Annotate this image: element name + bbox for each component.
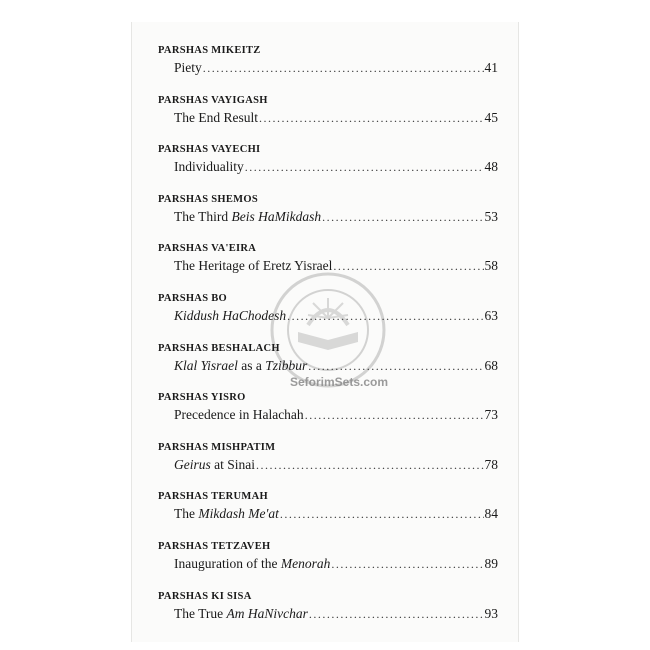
page-number: 84 xyxy=(484,506,498,522)
parsha-heading: PARSHAS TERUMAH xyxy=(158,491,268,503)
leader-dots xyxy=(308,357,483,375)
leader-dots xyxy=(322,208,483,226)
leader-dots xyxy=(245,158,484,176)
page-number: 58 xyxy=(484,258,498,274)
toc-entry xyxy=(158,439,498,489)
chapter-title-italic: Geirus xyxy=(174,456,211,472)
toc-entry xyxy=(158,340,498,390)
chapter-title-italic: Mikdash Me'at xyxy=(198,506,279,522)
toc-line xyxy=(174,59,498,77)
toc-entry xyxy=(158,488,498,538)
toc-entry xyxy=(158,42,498,92)
parsha-heading: PARSHAS KI SISA xyxy=(158,590,252,602)
chapter-title xyxy=(174,456,255,474)
chapter-title-italic: Beis HaMikdash xyxy=(231,208,322,224)
page-number: 53 xyxy=(484,208,498,224)
page-number: 45 xyxy=(484,109,498,125)
chapter-title-text: The End Result xyxy=(174,109,258,125)
chapter-title-text: Individuality xyxy=(174,159,244,175)
toc-entry xyxy=(158,290,498,340)
parsha-heading: PARSHAS VA'EIRA xyxy=(158,243,257,255)
toc-line xyxy=(174,505,498,523)
toc-line xyxy=(174,307,498,325)
parsha-heading: PARSHAS VAYECHI xyxy=(158,144,261,156)
toc-entry xyxy=(158,240,498,290)
chapter-title xyxy=(174,605,308,623)
page-number: 68 xyxy=(484,357,498,373)
toc-line xyxy=(174,456,498,474)
toc-line xyxy=(174,158,498,176)
toc-entry xyxy=(158,141,498,191)
page-number: 41 xyxy=(484,60,498,75)
chapter-title xyxy=(174,357,307,375)
chapter-title xyxy=(174,109,258,127)
chapter-title xyxy=(174,208,321,226)
page-number: 93 xyxy=(484,605,498,621)
chapter-title xyxy=(174,307,286,325)
leader-dots xyxy=(280,505,484,523)
toc-line xyxy=(174,208,498,226)
leader-dots xyxy=(259,109,484,127)
parsha-heading: PARSHAS VAYIGASH xyxy=(158,94,268,106)
leader-dots xyxy=(203,59,484,77)
leader-dots xyxy=(333,257,483,275)
chapter-title-text: The Heritage of Eretz Yisrael xyxy=(174,258,333,274)
chapter-title-text: Piety xyxy=(174,60,202,75)
page-number: 78 xyxy=(484,456,498,472)
chapter-title-text: at Sinai xyxy=(210,456,255,472)
toc-line xyxy=(174,605,498,623)
chapter-title xyxy=(174,555,330,573)
leader-dots xyxy=(331,555,483,573)
chapter-title-text: The xyxy=(174,506,199,522)
parsha-heading: PARSHAS BESHALACH xyxy=(158,342,280,354)
toc-entry xyxy=(158,389,498,439)
page-number: 63 xyxy=(484,307,498,323)
toc-line xyxy=(174,406,498,424)
toc-line xyxy=(174,109,498,127)
table-of-contents xyxy=(158,42,498,637)
toc-line xyxy=(174,257,498,275)
leader-dots xyxy=(287,307,483,325)
chapter-title xyxy=(174,257,332,275)
leader-dots xyxy=(309,605,484,623)
chapter-title xyxy=(174,59,202,77)
parsha-heading: PARSHAS MIKEITZ xyxy=(158,45,261,56)
chapter-title-italic: Menorah xyxy=(280,555,331,571)
page-number: 73 xyxy=(484,407,498,423)
chapter-title-italic: Kiddush HaChodesh xyxy=(174,307,287,323)
parsha-heading: PARSHAS YISRO xyxy=(158,392,246,404)
chapter-title-text: The Third xyxy=(174,208,232,224)
parsha-heading: PARSHAS BO xyxy=(158,292,228,304)
parsha-heading: PARSHAS TETZAVEH xyxy=(158,540,271,552)
chapter-title xyxy=(174,406,304,424)
chapter-title xyxy=(174,505,279,523)
toc-entry xyxy=(158,538,498,588)
leader-dots xyxy=(305,406,484,424)
chapter-title-italic: Am HaNivchar xyxy=(226,605,308,621)
leader-dots xyxy=(256,456,484,474)
chapter-title xyxy=(174,158,244,176)
page-number: 89 xyxy=(484,555,498,571)
watermark-url: SeforimSets.com xyxy=(290,375,389,389)
chapter-title-italic: Klal Yisrael xyxy=(174,357,238,373)
chapter-title-text: The True xyxy=(174,605,227,621)
parsha-heading: PARSHAS SHEMOS xyxy=(158,193,258,205)
chapter-title-text: Inauguration of the xyxy=(174,555,281,571)
toc-line xyxy=(174,357,498,375)
toc-entry xyxy=(158,92,498,142)
parsha-heading: PARSHAS MISHPATIM xyxy=(158,441,276,453)
toc-entry xyxy=(158,588,498,638)
chapter-title-text: Precedence in Halachah xyxy=(174,407,304,423)
toc-entry xyxy=(158,191,498,241)
chapter-title-text: as a xyxy=(237,357,266,373)
chapter-title-italic: Tzibbur xyxy=(265,357,308,373)
page-number: 48 xyxy=(484,159,498,175)
toc-line xyxy=(174,555,498,573)
